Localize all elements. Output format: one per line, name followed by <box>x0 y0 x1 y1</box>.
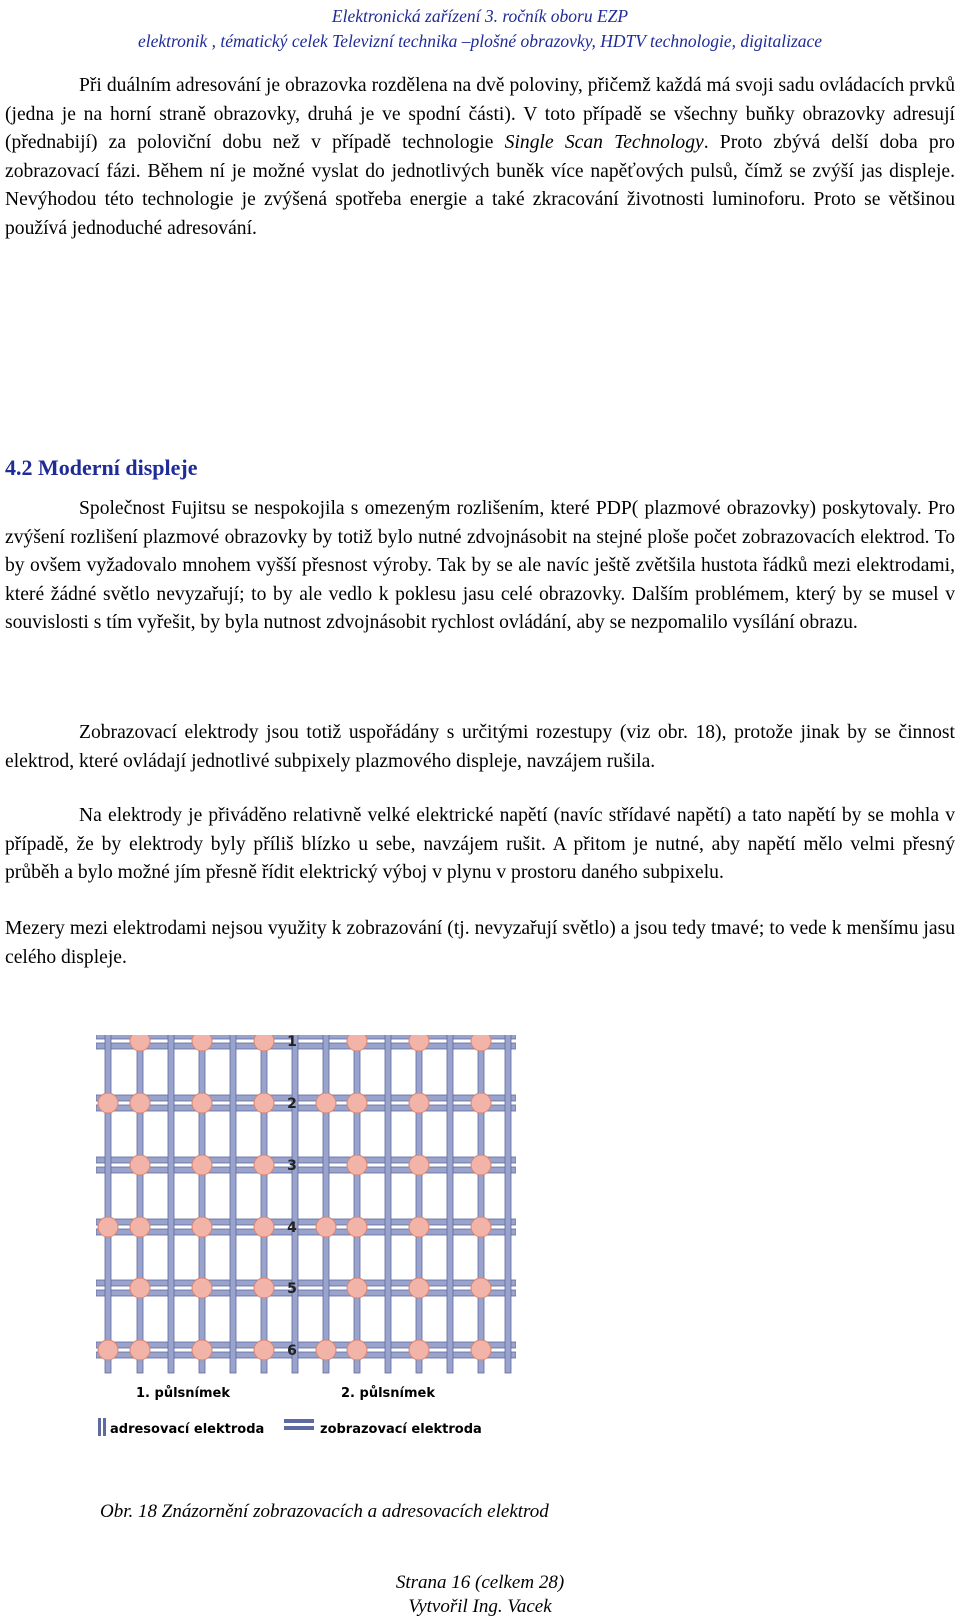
subpixel <box>409 1340 429 1360</box>
row-number: 2 <box>287 1096 297 1112</box>
row-number: 4 <box>287 1220 297 1236</box>
address-electrode-bar <box>323 1035 329 1373</box>
paragraph-text-rest: . Proto zbývá delší doba pro zobrazovací fázi. Během ní je možné vyslat do jednotlivých buněk více napěťových pulsů, čímž se zvýší jas displeje. Nevýhodou této technologie je zvýšená spotřeba energie a také zkracování životnosti luminoforu. Proto se většinou používá jednoduché adresování. <box>5 132 955 239</box>
subpixel <box>347 1278 367 1298</box>
subpixel <box>130 1278 150 1298</box>
row-number: 5 <box>287 1281 297 1297</box>
subpixel <box>98 1340 118 1360</box>
subpixel <box>347 1093 367 1113</box>
subpixel <box>471 1155 491 1175</box>
subpixel <box>316 1217 336 1237</box>
subpixel <box>347 1035 367 1051</box>
subpixel <box>254 1035 274 1051</box>
subpixel <box>409 1093 429 1113</box>
subpixel <box>192 1340 212 1360</box>
address-electrode-bar <box>416 1035 422 1373</box>
subpixel <box>98 1093 118 1113</box>
legend-display-label: zobrazovací elektroda <box>320 1422 482 1437</box>
subpixel <box>130 1155 150 1175</box>
address-electrode-bar <box>505 1035 511 1373</box>
address-electrode-bar <box>230 1035 236 1373</box>
subpixel <box>409 1217 429 1237</box>
footer-author: Vytvořil Ing. Vacek <box>408 1596 552 1617</box>
subpixel <box>98 1217 118 1237</box>
subpixel <box>192 1278 212 1298</box>
address-electrode-bar <box>199 1035 205 1373</box>
subpixel <box>254 1093 274 1113</box>
subpixel <box>254 1278 274 1298</box>
row-number: 6 <box>287 1343 297 1359</box>
subpixel <box>471 1340 491 1360</box>
address-electrode-bar <box>261 1035 267 1373</box>
address-electrode-bar <box>168 1035 174 1373</box>
subpixel <box>471 1278 491 1298</box>
subpixel <box>192 1035 212 1051</box>
subpixel <box>130 1035 150 1051</box>
italic-term: Single Scan Technology <box>504 132 704 153</box>
paragraph-electrodes: Zobrazovací elektrody jsou totiž uspořádány s určitými rozestupy (viz obr. 18), protože jinak by se činnost elektrod, které ovládají jednotlivé subpixely plazmového displeje, navzájem rušila. <box>5 722 955 772</box>
paragraph-dual-addressing <box>5 72 955 243</box>
label-second-field: 2. půlsnímek <box>341 1386 435 1401</box>
address-electrode-bar <box>105 1035 111 1373</box>
address-electrode-bar <box>137 1035 143 1373</box>
legend-address-label: adresovací elektroda <box>110 1422 265 1437</box>
electrode-diagram <box>96 1035 516 1490</box>
subpixel <box>254 1155 274 1175</box>
subpixel <box>192 1217 212 1237</box>
paragraph-text: Při duálním adresování je obrazovka rozdělena na dvě poloviny, přičemž každá má svoji sadu ovládacích prvků (jedna je na horní straně obrazovky, druhá je ve spodní části). V toto případě se všechny buňky obrazovky adresují (přednabijí) za poloviční dobu než v případě technologie <box>5 75 955 153</box>
subpixel <box>471 1035 491 1051</box>
section-heading: 4.2 Moderní displeje <box>5 455 198 480</box>
figure-caption: Obr. 18 Znázornění zobrazovacích a adresovacích elektrod <box>100 1501 549 1522</box>
header-line-2: elektronik , tématický celek Televizní technika –plošné obrazovky, HDTV technologie, digitalizace <box>137 31 823 51</box>
subpixel <box>316 1093 336 1113</box>
label-first-field: 1. půlsnímek <box>136 1386 230 1401</box>
address-electrode-bar <box>447 1035 453 1373</box>
subpixel <box>316 1340 336 1360</box>
row-number: 1 <box>287 1035 297 1050</box>
subpixel <box>347 1155 367 1175</box>
legend-display-swatch <box>284 1419 314 1430</box>
subpixel <box>130 1093 150 1113</box>
subpixel <box>347 1217 367 1237</box>
subpixel <box>471 1093 491 1113</box>
subpixel <box>192 1093 212 1113</box>
address-electrode-bar <box>292 1035 298 1373</box>
address-electrode-bar <box>385 1035 391 1373</box>
paragraph-gaps: Mezery mezi elektrodami nejsou využity k zobrazování (tj. nevyzařují světlo) a jsou tedy tmavé; to vede k menšímu jasu celého displeje. <box>5 918 955 968</box>
subpixel <box>347 1340 367 1360</box>
address-electrode-bar <box>478 1035 484 1373</box>
subpixel <box>409 1155 429 1175</box>
address-electrode-bar <box>354 1035 360 1373</box>
row-number: 3 <box>287 1158 297 1174</box>
paragraph-voltage: Na elektrody je přiváděno relativně velké elektrické napětí (navíc střídavé napětí) a tato napětí by se mohla v případě, že by elektrody byly příliš blízko u sebe, navzájem rušit. A přitom je nutné, aby napětí mělo velmi přesný průběh a bylo možné jím přesně řídit elektrický výboj v plynu v prostoru daného subpixelu. <box>5 805 955 883</box>
subpixel <box>409 1035 429 1051</box>
subpixel <box>409 1278 429 1298</box>
address-electrodes <box>105 1035 511 1373</box>
page-footer <box>0 1571 960 1619</box>
subpixel <box>130 1340 150 1360</box>
subpixel <box>192 1155 212 1175</box>
subpixel <box>471 1217 491 1237</box>
page-header <box>0 4 960 54</box>
header-line-1: Elektronická zařízení 3. ročník oboru EZP <box>331 6 629 26</box>
subpixel <box>254 1340 274 1360</box>
subpixel <box>130 1217 150 1237</box>
paragraph-fujitsu: Společnost Fujitsu se nespokojila s omezeným rozlišením, které PDP( plazmové obrazovky) poskytovaly. Pro zvýšení rozlišení plazmové obrazovky by totiž bylo nutné zdvojnásobit na stejné ploše počet zobrazovacích elektrod. To by ovšem vyžadovalo mnohem vyšší přesnost výroby. Tak by se ale navíc ještě zvětšila hustota řádků mezi elektrodami, které žádné světlo nevyzařují; to by ale vedlo k poklesu jasu celé obrazovky. Dalším problémem, který by se musel v souvislosti s tím vyřešit, by byla nutnost zdvojnásobit rychlost ovládání, aby se nezpomalilo vysílání obrazu. <box>5 498 955 633</box>
legend-address-swatch <box>98 1418 106 1436</box>
legend <box>98 1418 482 1437</box>
footer-page-number: Strana 16 (celkem 28) <box>395 1572 565 1593</box>
subpixel <box>254 1217 274 1237</box>
